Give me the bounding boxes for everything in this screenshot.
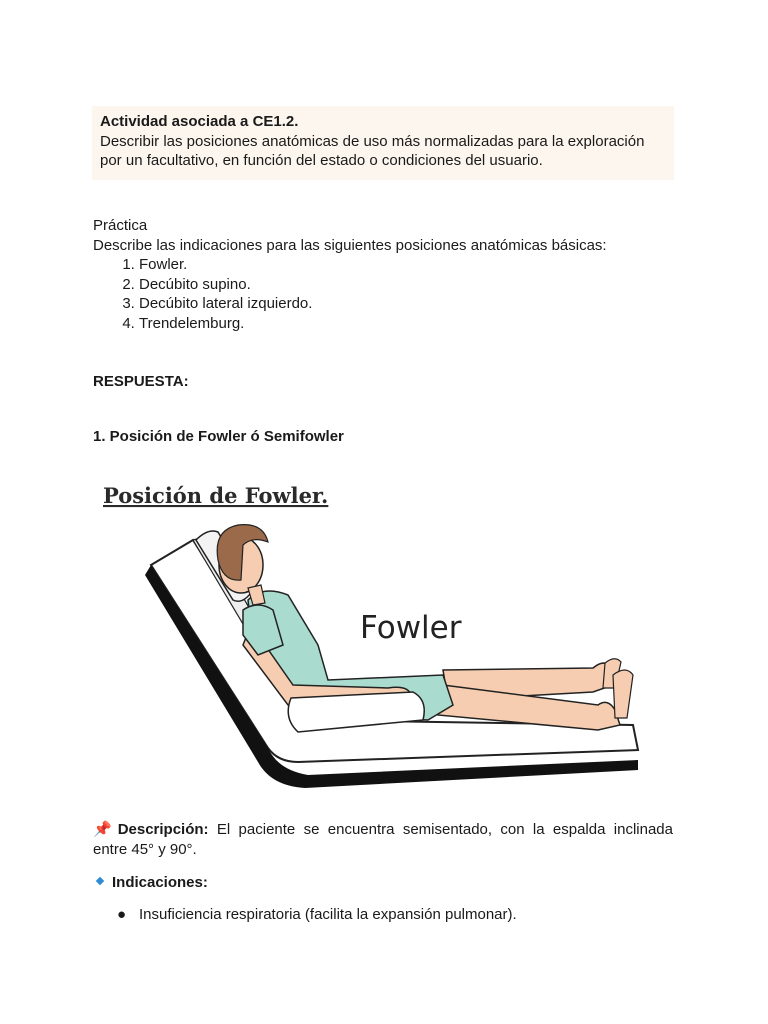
activity-box	[92, 106, 674, 180]
patient-legs	[438, 659, 633, 730]
description-label: Descripción:	[117, 821, 209, 838]
practice-prompt: Describe las indicaciones para las siguientes posiciones anatómicas básicas:	[93, 236, 607, 254]
indications-heading	[97, 873, 208, 893]
list-item	[117, 905, 677, 925]
description-paragraph	[93, 820, 673, 859]
fowler-illustration	[93, 470, 675, 804]
indications-list	[117, 905, 677, 925]
figure-label: Fowler	[360, 610, 462, 646]
section-title: 1. Posición de Fowler ó Semifowler	[93, 428, 344, 445]
practice-item: 4. Trendelemburg.	[139, 314, 693, 334]
blue-diamond-icon	[96, 877, 104, 885]
indications-label: Indicaciones:	[112, 874, 208, 891]
practice-heading: Práctica	[93, 217, 148, 234]
practice-section	[93, 216, 693, 333]
bullet-icon: ●	[117, 906, 127, 923]
practice-item: 1. Fowler.	[139, 255, 693, 275]
indication-text: Insuficiencia respiratoria (facilita la expansión pulmonar).	[139, 906, 517, 923]
fowler-figure	[93, 470, 675, 804]
activity-title: Actividad asociada a CE1.2.	[100, 113, 299, 130]
answer-label: RESPUESTA:	[93, 373, 189, 390]
figure-caption: Posición de Fowler.	[103, 483, 329, 508]
practice-item: 3. Decúbito lateral izquierdo.	[139, 294, 693, 314]
activity-description: Describir las posiciones anatómicas de uso más normalizadas para la exploración por un facultativo, en función del estado o condiciones del usuario.	[100, 132, 645, 169]
description-text: El paciente se encuentra semisentado, con la espalda inclinada entre 45° y 90°.	[93, 821, 673, 858]
practice-list	[93, 255, 693, 333]
pushpin-icon: 📌	[93, 821, 112, 838]
practice-item: 2. Decúbito supino.	[139, 275, 693, 295]
